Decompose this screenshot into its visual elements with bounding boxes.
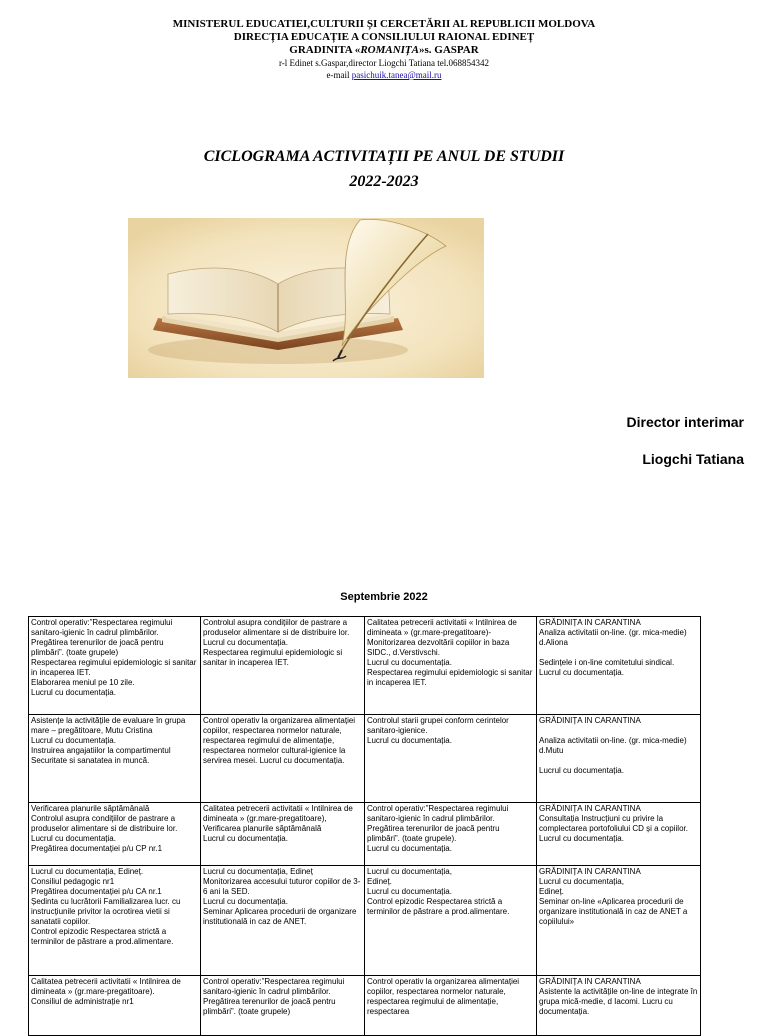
table-cell: GRĂDINIȚA IN CARANTINA Analiza activitatii on-line. (gr. mica-medie) d.Mutu Lucrul cu documentația. xyxy=(537,715,701,803)
address-line: r-l Edinet s.Gaspar,director Liogchi Tatiana tel.068854342 xyxy=(278,58,490,68)
email-line xyxy=(0,69,768,81)
table-row xyxy=(29,866,701,976)
ministry-line: MINISTERUL EDUCATIEI,CULTURII ȘI CERCETĂRII AL REPUBLICII MOLDOVA xyxy=(172,18,596,30)
table-cell: GRĂDINIȚA IN CARANTINA Lucrul cu documentația, Edineț. Seminar on-line «Aplicarea procedurii de organizare institutională in caz de ANET a copiilului» xyxy=(537,866,701,976)
month-heading: Septembrie 2022 xyxy=(340,591,428,603)
table-cell: Lucrul cu documentația, Edineț. Lucrul cu documentația. Control epizodic Respectarea strictă a terminilor de păstrare a prod.alimentare. xyxy=(365,866,537,976)
document-year: 2022-2023 xyxy=(349,173,419,190)
document-title: CICLOGRAMA ACTIVITAȚII PE ANUL DE STUDII xyxy=(203,148,565,165)
table-cell: GRĂDINIȚA IN CARANTINA Analiza activitatii on-line. (gr. mica-medie) d.Aliona Sedințele i on-line comitetului sindical. Lucrul cu documentația. xyxy=(537,617,701,715)
table-cell: Calitatea petrecerii activitatii « Intilnirea de dimineata » (gr.mare-pregatitoare). Consiliul de administrație nr1 xyxy=(29,976,201,1036)
table-row xyxy=(29,715,701,803)
table-cell: Lucrul cu documentația, Edineț. Consiliul pedagogic nr1 Pregătirea documentației p/u CA nr.1 Ședinta cu lucrătorii Familializarea lucr. cu instrucțiunile privitor la ocrotirea vietii si sanatatii copiilor. Control epizodic Respectarea strictă a terminilor de păstrare a prod.alimentare. xyxy=(29,866,201,976)
kindergarten-name: ROMANIȚA xyxy=(360,44,419,56)
table-cell: Control operativ:”Respectarea regimului sanitaro-igienic în cadrul plimbărilor. Pregătirea terenurilor de joacă pentru plimbări”. (toate grupele). Lucrul cu documentația. xyxy=(365,803,537,866)
table-cell: Lucrul cu documentația, Edineț Monitorizarea accesului tuturor copiilor de 3-6 ani la SED. Lucrul cu documentația. Seminar Aplicarea procedurii de organizare institutională in caz de ANET. xyxy=(201,866,365,976)
directorate-line: DIRECȚIA EDUCAȚIE A CONSILIULUI RAIONAL EDINEȚ xyxy=(233,31,535,43)
table-cell: GRĂDINIȚA IN CARANTINA Consultația Instrucțiuni cu privire la complectarea portofoliului CD și a copiilor. Lucrul cu documentația. xyxy=(537,803,701,866)
table-cell: Control operativ la organizarea alimentației copiilor, respectarea normelor naturale, respectarea regimului de alimentație, respectarea normelor cultural-igienice la servirea mesei. Lucrul cu documentația. xyxy=(201,715,365,803)
table-cell: Control operativ:”Respectarea regimului sanitaro-igienic în cadrul plimbărilor. Pregătirea terenurilor de joacă pentru plimbări”. (toate grupele) xyxy=(201,976,365,1036)
table-cell: Controlul asupra condițiilor de pastrare a produselor alimentare si de distribuire lor. Lucrul cu documentația. Respectarea regimului epidemiologic si sanitar in incaperea IET. xyxy=(201,617,365,715)
email-label: e-mail xyxy=(326,70,352,80)
kindergarten-line xyxy=(0,44,768,57)
activity-schedule-table xyxy=(28,616,701,1036)
open-book-with-quill-icon xyxy=(128,218,484,378)
table-cell: Control operativ:”Respectarea regimului sanitaro-igienic în cadrul plimbărilor. Pregătirea terenurilor de joacă pentru plimbări”. (toate grupele) Respectarea regimului epidemiologic si sanitar in incaperea IET. Elaborarea meniul pe 10 zile. Lucrul cu documentația. xyxy=(29,617,201,715)
table-cell: Controlul starii grupei conform cerintelor sanitaro-igienice. Lucrul cu documentația. xyxy=(365,715,537,803)
table-cell: Calitatea petrecerii activitatii « Intilnirea de dimineata » (gr.mare-pregatitoare), Verificarea planurile săptămânală Lucrul cu documentația. xyxy=(201,803,365,866)
table-row xyxy=(29,803,701,866)
table-cell: Verificarea planurile săptămânală Controlul asupra condițiilor de pastrare a produselor alimentare si de distribuire lor. Lucrul cu documentația. Pregătirea documentației p/u CP nr.1 xyxy=(29,803,201,866)
kindergarten-prefix: GRADINITA « xyxy=(289,44,361,56)
director-name: Liogchi Tatiana xyxy=(642,451,744,467)
table-row xyxy=(29,617,701,715)
table-cell: Asistențe la activitățile de evaluare în grupa mare – pregătitoare, Mutu Cristina Lucrul cu documentația. Instruirea angajatiilor la compartimentul Securitate si sanatatea in muncă. xyxy=(29,715,201,803)
table-cell: Control operativ la organizarea alimentației copiilor, respectarea normelor naturale, respectarea regimului de alimentație, respectarea xyxy=(365,976,537,1036)
kindergarten-suffix: »s. GASPAR xyxy=(419,44,479,56)
table-row xyxy=(29,976,701,1036)
table-cell: Calitatea petrecerii activitatii « Intilnirea de dimineata » (gr.mare-pregatitoare)-Monitorizarea dezvoltării copiilor in baza SIDC., d.Verstivschi. Lucrul cu documentația. Respectarea regimului epidemiologic si sanitar in incaperea IET. xyxy=(365,617,537,715)
table-cell: GRĂDINIȚA IN CARANTINA Asistente la activitățile on-line de integrate în grupa mică-medie, d Iacomi. Lucru cu documentația. xyxy=(537,976,701,1036)
institution-header xyxy=(0,18,768,81)
email-link[interactable]: pasichuik.tanea@mail.ru xyxy=(351,70,442,80)
director-role: Director interimar xyxy=(626,414,744,430)
